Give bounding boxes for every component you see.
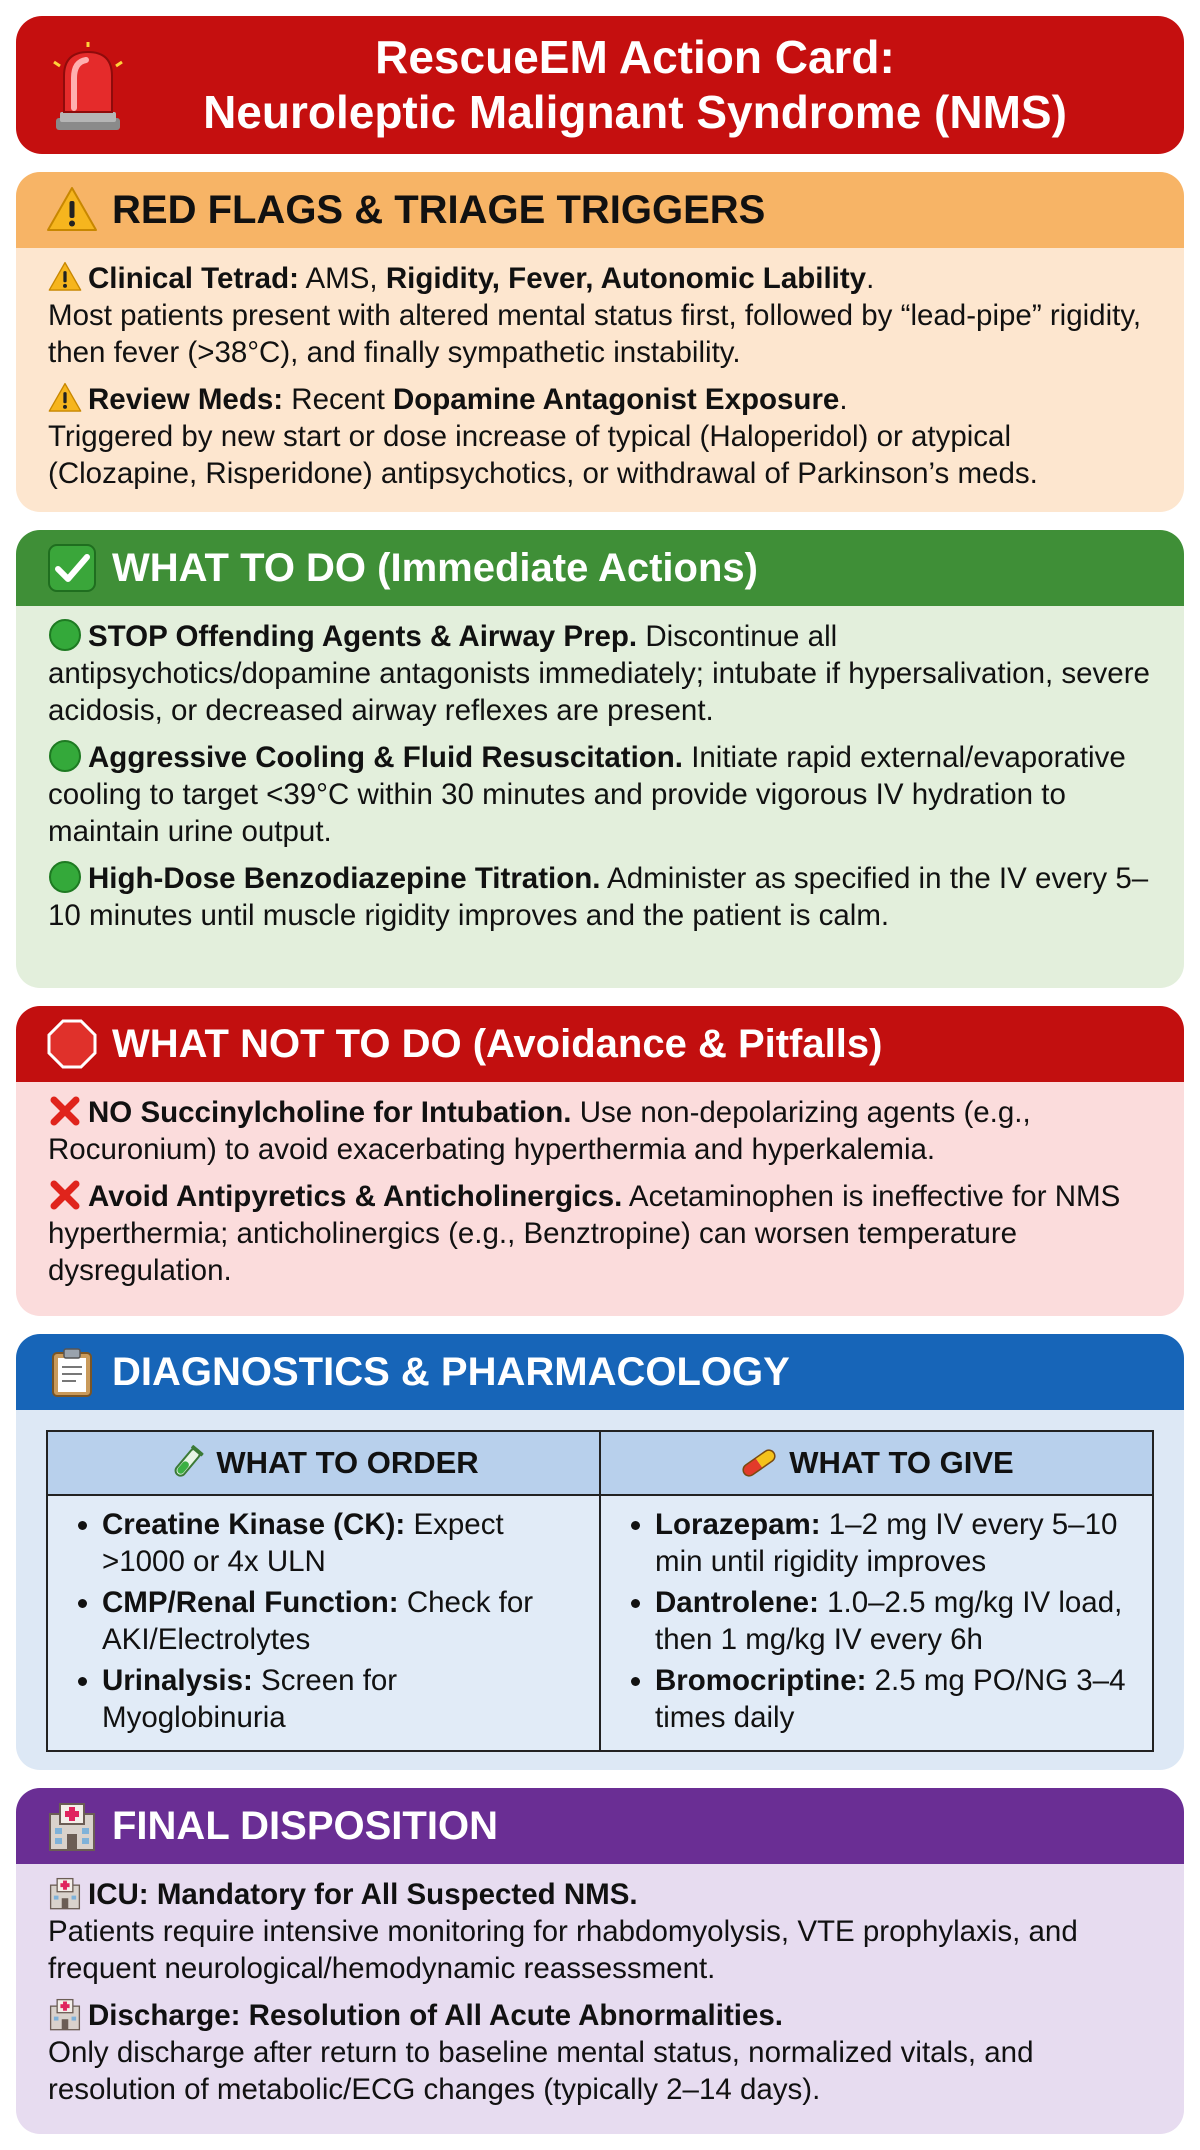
diagnostics-heading: DIAGNOSTICS & PHARMACOLOGY <box>112 1349 790 1394</box>
diagnostics-header <box>16 1334 1184 1410</box>
do-item <box>48 739 1154 850</box>
diagnostics-card <box>16 1334 1184 1770</box>
red-flag-label: Review Meds: <box>88 383 284 416</box>
red-flag-item <box>48 260 1154 371</box>
check-mark-icon <box>46 542 98 594</box>
disposition-label: Discharge: Resolution of All Acute Abnormalities. <box>88 1999 783 2032</box>
list-item <box>655 1584 1134 1658</box>
list-item <box>102 1584 581 1658</box>
red-flag-tail: . <box>866 262 875 295</box>
pill-icon <box>739 1443 779 1483</box>
give-item-text: 2.5 mg PO/NG 3–4 times daily <box>655 1664 1126 1734</box>
what-to-do-header <box>16 530 1184 606</box>
title-banner <box>16 16 1184 154</box>
warning-icon <box>48 381 82 415</box>
green-circle-icon <box>48 618 82 652</box>
title-line-1: RescueEM Action Card: <box>375 31 895 83</box>
green-circle-icon <box>48 739 82 773</box>
do-item <box>48 618 1154 729</box>
do-item-label: Aggressive Cooling & Fluid Resuscitation. <box>88 741 683 774</box>
do-item <box>48 860 1154 934</box>
test-tube-icon <box>168 1444 206 1482</box>
title-line-2: Neuroleptic Malignant Syndrome (NMS) <box>203 86 1067 138</box>
what-not-to-do-heading: WHAT NOT TO DO (Avoidance & Pitfalls) <box>112 1021 883 1066</box>
what-not-to-do-card <box>16 1006 1184 1316</box>
order-column <box>48 1496 599 1750</box>
order-item-text: Screen for Myoglobinuria <box>102 1664 398 1734</box>
disposition-detail: Patients require intensive monitoring for rhabdomyolysis, VTE prophylaxis, and frequent neurological/hemodynamic reassessment. <box>48 1915 1078 1985</box>
red-flag-item <box>48 381 1154 492</box>
give-column-header <box>599 1432 1152 1494</box>
list-item <box>655 1662 1134 1736</box>
disposition-header <box>16 1788 1184 1864</box>
list-item <box>655 1506 1134 1580</box>
dont-item <box>48 1094 1154 1168</box>
red-flag-text: AMS, <box>298 262 386 295</box>
dont-item-label: Avoid Antipyretics & Anticholinergics. <box>88 1180 623 1213</box>
red-x-icon <box>48 1178 82 1212</box>
siren-icon <box>50 42 126 134</box>
order-column-header <box>48 1432 599 1494</box>
red-flag-detail: Triggered by new start or dose increase of typical (Haloperidol) or atypical (Clozapine, Risperidone) antipsychotics, or withdrawal of Parkinson’s meds. <box>48 420 1038 490</box>
give-item-text: 1.0–2.5 mg/kg IV load, then 1 mg/kg IV every 6h <box>655 1586 1123 1656</box>
hospital-icon <box>48 1997 82 2031</box>
disposition-heading: FINAL DISPOSITION <box>112 1803 498 1848</box>
order-item-label: Creatine Kinase (CK): <box>102 1508 406 1541</box>
do-item-label: High-Dose Benzodiazepine Titration. <box>88 862 601 895</box>
red-flag-bold: Dopamine Antagonist Exposure <box>392 383 840 416</box>
dont-item <box>48 1178 1154 1289</box>
hospital-icon <box>48 1876 82 1910</box>
diagnostics-table <box>46 1430 1154 1752</box>
list-item <box>102 1506 581 1580</box>
disposition-item <box>48 1997 1154 2108</box>
red-flag-bold: Rigidity, Fever, Autonomic Lability <box>385 262 867 295</box>
order-item-label: Urinalysis: <box>102 1664 253 1697</box>
red-flag-detail: Most patients present with altered mental status first, followed by “lead-pipe” rigidity, then fever (>38°C), and finally sympathetic instability. <box>48 299 1142 369</box>
dont-item-text: Acetaminophen is ineffective for NMS hyperthermia; anticholinergics (e.g., Benztropine) can worsen temperature dysregulation. <box>48 1180 1121 1287</box>
red-flags-heading: RED FLAGS & TRIAGE TRIGGERS <box>112 187 766 232</box>
warning-icon <box>46 184 98 236</box>
list-item <box>102 1662 581 1736</box>
green-circle-icon <box>48 860 82 894</box>
do-item-text: Administer as specified in the IV every 5–10 minutes until muscle rigidity improves and the patient is calm. <box>48 862 1149 932</box>
what-to-do-heading: WHAT TO DO (Immediate Actions) <box>112 545 758 590</box>
red-flags-header <box>16 172 1184 248</box>
give-item-label: Bromocriptine: <box>655 1664 867 1697</box>
red-flag-tail: . <box>839 383 848 416</box>
page-title <box>133 30 1067 140</box>
do-item-label: STOP Offending Agents & Airway Prep. <box>88 620 638 653</box>
dont-item-label: NO Succinylcholine for Intubation. <box>88 1096 572 1129</box>
give-heading: WHAT TO GIVE <box>789 1445 1014 1480</box>
do-item-text: Discontinue all antipsychotics/dopamine antagonists immediately; intubate if hypersalivation, severe acidosis, or decreased airway reflexes are present. <box>48 620 1150 727</box>
clipboard-icon <box>46 1346 98 1398</box>
warning-icon <box>48 260 82 294</box>
give-item-label: Dantrolene: <box>655 1586 819 1619</box>
order-item-label: CMP/Renal Function: <box>102 1586 399 1619</box>
disposition-card <box>16 1788 1184 2134</box>
order-item-text: Expect >1000 or 4x ULN <box>102 1508 504 1578</box>
give-item-label: Lorazepam: <box>655 1508 821 1541</box>
hospital-icon <box>46 1800 98 1852</box>
order-item-text: Check for AKI/Electrolytes <box>102 1586 534 1656</box>
what-to-do-card <box>16 530 1184 988</box>
red-flag-text: Recent <box>283 383 393 416</box>
stop-sign-icon <box>46 1018 98 1070</box>
give-item-text: 1–2 mg IV every 5–10 min until rigidity improves <box>655 1508 1118 1578</box>
order-heading: WHAT TO ORDER <box>216 1445 479 1480</box>
red-x-icon <box>48 1094 82 1128</box>
dont-item-text: Use non-depolarizing agents (e.g., Rocuronium) to avoid exacerbating hyperthermia and hyperkalemia. <box>48 1096 1031 1166</box>
give-column <box>599 1496 1152 1750</box>
disposition-detail: Only discharge after return to baseline mental status, normalized vitals, and resolution of metabolic/ECG changes (typically 2–14 days). <box>48 2036 1034 2106</box>
red-flags-card <box>16 172 1184 512</box>
red-flag-label: Clinical Tetrad: <box>88 262 299 295</box>
disposition-label: ICU: Mandatory for All Suspected NMS. <box>88 1878 638 1911</box>
what-not-to-do-header <box>16 1006 1184 1082</box>
disposition-item <box>48 1876 1154 1987</box>
do-item-text: Initiate rapid external/evaporative cooling to target <39°C within 30 minutes and provide vigorous IV hydration to maintain urine output. <box>48 741 1126 848</box>
